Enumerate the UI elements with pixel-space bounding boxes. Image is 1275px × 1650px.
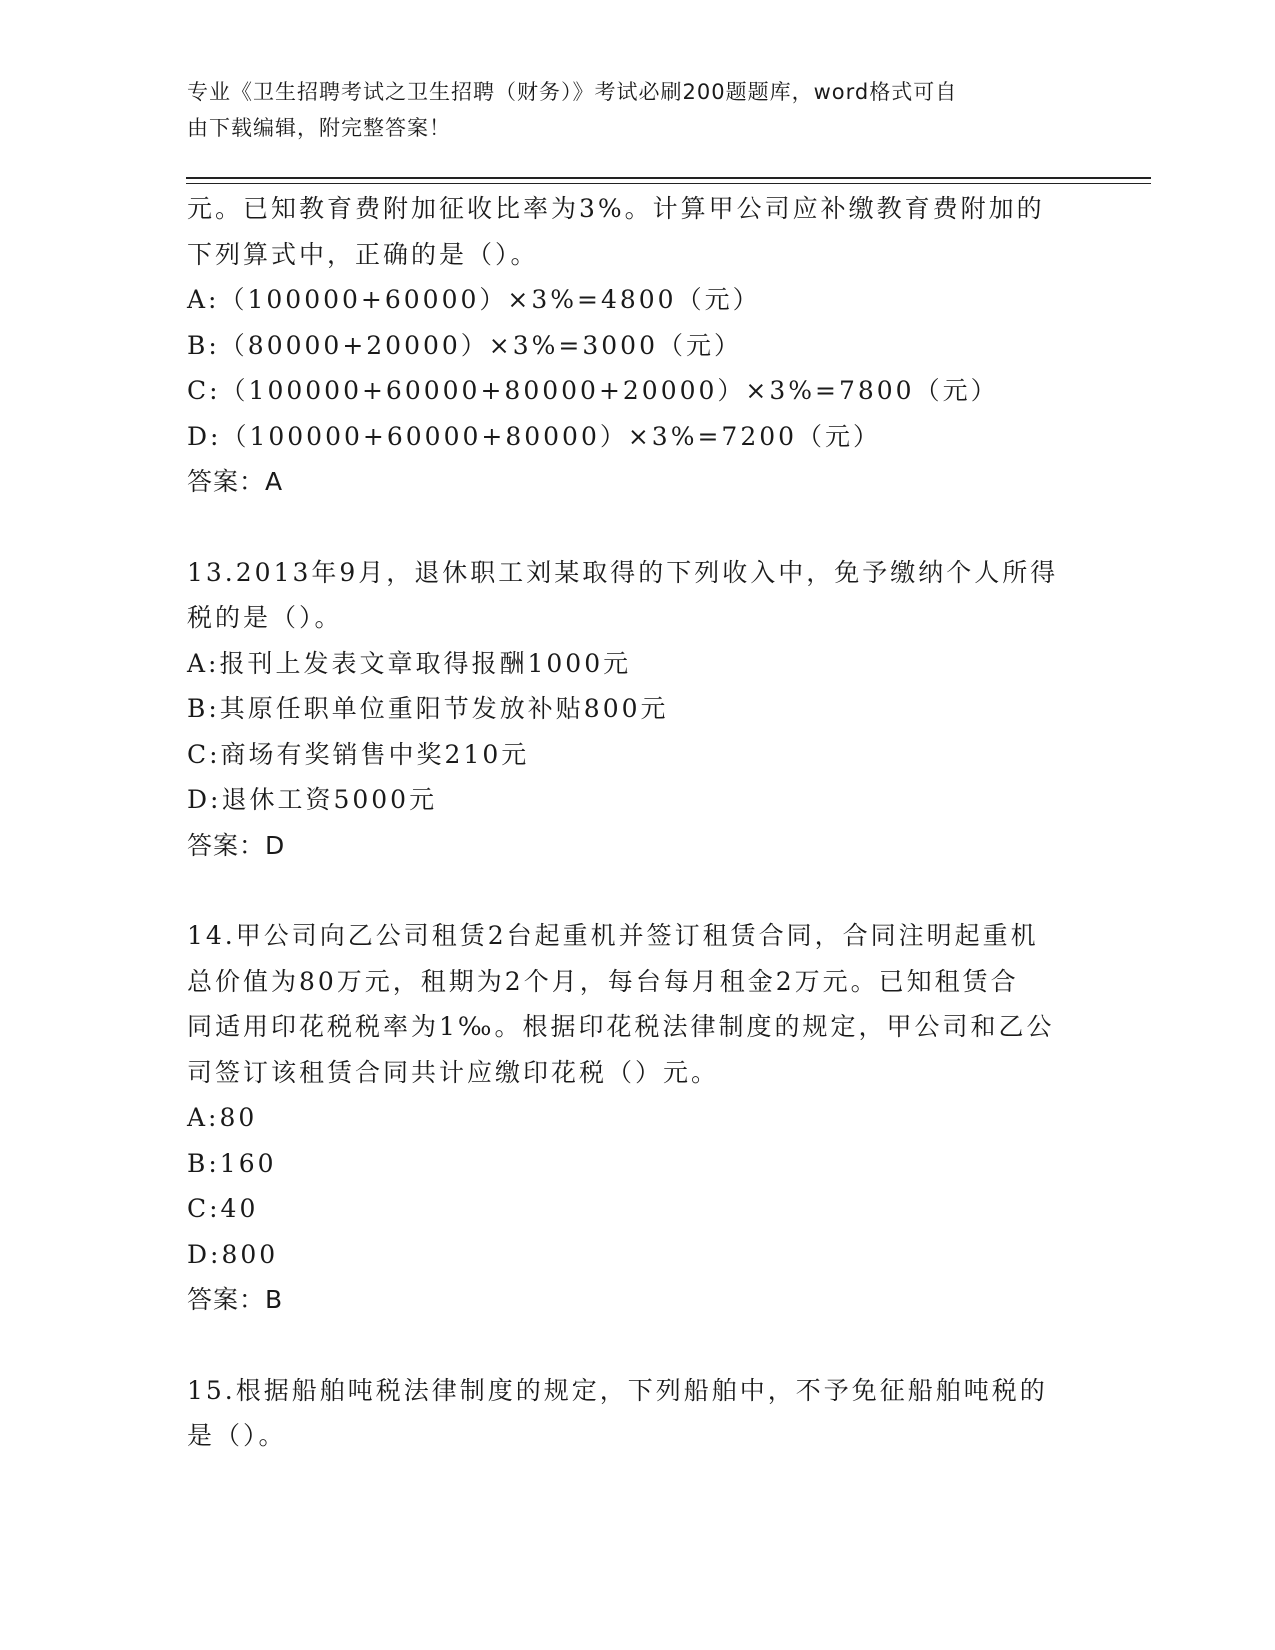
document-header bbox=[187, 74, 1067, 146]
question-text-line: 司签订该租赁合同共计应缴印花税（）元。 bbox=[187, 1057, 720, 1087]
option-a: A:（100000+60000）×3%=4800（元） bbox=[187, 285, 761, 314]
question-text-line: 税的是（）。 bbox=[187, 603, 343, 632]
spacer bbox=[187, 1323, 1087, 1368]
option-a: A:报刊上发表文章取得报酬1000元 bbox=[187, 648, 632, 678]
question-14 bbox=[187, 913, 1087, 1323]
question-text-line: 15.根据船舶吨税法律制度的规定，下列船舶中，不予免征船舶吨税的 bbox=[187, 1375, 1048, 1405]
question-text-line: 总价值为80万元，租期为2个月，每台每月租金2万元。已知租赁合 bbox=[187, 966, 1019, 996]
question-text-line: 元。已知教育费附加征收比率为3%。计算甲公司应补缴教育费附加的 bbox=[187, 194, 1045, 223]
option-b: B:（80000+20000）×3%=3000（元） bbox=[187, 330, 742, 360]
option-d: D:（100000+60000+80000）×3%=7200（元） bbox=[187, 421, 882, 451]
answer-line: 答案：B bbox=[187, 1285, 284, 1314]
question-text-line: 是（）。 bbox=[187, 1421, 287, 1450]
option-a: A:80 bbox=[187, 1103, 258, 1132]
header-line-2: 由下载编辑，附完整答案！ bbox=[187, 116, 451, 140]
option-d: D:800 bbox=[187, 1239, 279, 1269]
option-c: C:40 bbox=[187, 1194, 259, 1223]
question-text-line: 14.甲公司向乙公司租赁2台起重机并签订租赁合同，合同注明起重机 bbox=[187, 921, 1039, 950]
header-rule-thick bbox=[186, 177, 1151, 179]
question-13 bbox=[187, 550, 1087, 869]
answer-line: 答案：D bbox=[187, 830, 286, 860]
spacer bbox=[187, 505, 1087, 550]
document-body bbox=[187, 186, 1087, 1459]
option-d: D:退休工资5000元 bbox=[187, 785, 438, 814]
option-c: C:商场有奖销售中奖210元 bbox=[187, 739, 530, 769]
option-b: B:其原任职单位重阳节发放补贴800元 bbox=[187, 694, 669, 723]
option-c: C:（100000+60000+80000+20000）×3%=7800（元） bbox=[187, 376, 999, 405]
header-rule-thin bbox=[186, 183, 1151, 184]
question-text-line: 下列算式中，正确的是（）。 bbox=[187, 239, 539, 269]
spacer bbox=[187, 868, 1087, 913]
question-text-line: 同适用印花税税率为1‰。根据印花税法律制度的规定，甲公司和乙公 bbox=[187, 1012, 1055, 1041]
answer-line: 答案：A bbox=[187, 467, 284, 496]
question-15 bbox=[187, 1368, 1087, 1459]
option-b: B:160 bbox=[187, 1148, 277, 1178]
question-12-tail bbox=[187, 186, 1087, 505]
question-text-line: 13.2013年9月，退休职工刘某取得的下列收入中，免予缴纳个人所得 bbox=[187, 557, 1059, 587]
header-line-1: 专业《卫生招聘考试之卫生招聘（财务）》考试必刷200题题库，word格式可自 bbox=[187, 80, 958, 104]
